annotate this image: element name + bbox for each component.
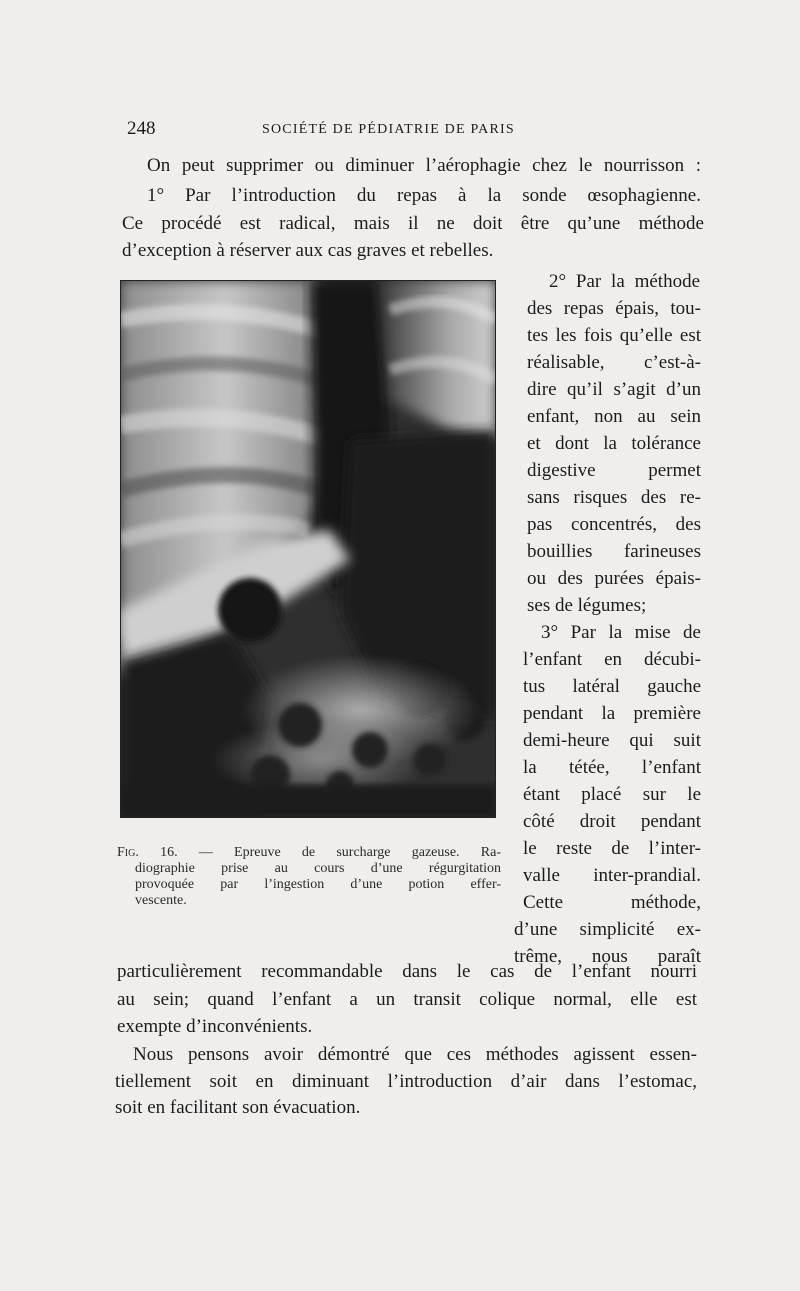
- body-line: Nous pensons avoir démontré que ces méthodes agissent essen-: [133, 1044, 697, 1065]
- body-line: bouillies farineuses: [527, 541, 701, 562]
- body-line: et dont la tolérance: [527, 433, 701, 454]
- caption-continuation: [117, 861, 501, 909]
- body-line: tiellement soit en diminuant l’introduction d’air dans l’estomac,: [115, 1071, 697, 1092]
- caption-text: vescente.: [135, 893, 187, 908]
- body-line: ou des purées épais-: [527, 568, 701, 589]
- body-line: pendant la première: [523, 703, 701, 724]
- caption-text: diographie prise au cours d’une régurgitation: [135, 861, 501, 876]
- body-line: réalisable, c’est-à-: [527, 352, 701, 373]
- body-line: On peut supprimer ou diminuer l’aérophagie chez le nourrisson :: [147, 155, 701, 176]
- figure-caption: [117, 845, 501, 909]
- body-line: digestive permet: [527, 460, 701, 481]
- body-line: ses de légumes;: [527, 595, 647, 616]
- body-line: valle inter-prandial.: [523, 865, 701, 886]
- body-line: particulièrement recommandable dans le cas de l’enfant nourri: [117, 961, 697, 982]
- running-head: SOCIÉTÉ DE PÉDIATRIE DE PARIS: [262, 122, 515, 137]
- body-line: exempte d’inconvénients.: [117, 1016, 313, 1037]
- body-line: tes les fois qu’elle est: [527, 325, 701, 346]
- body-line: pas concentrés, des: [527, 514, 701, 535]
- caption-text: provoquée par l’ingestion d’une potion effer-: [135, 877, 501, 892]
- body-line: 3° Par la mise de: [541, 622, 701, 643]
- radiograph-image: [120, 280, 496, 818]
- body-line: des repas épais, tou-: [527, 298, 701, 319]
- caption-text: — Epreuve de surcharge gazeuse. Ra-: [198, 845, 501, 860]
- body-line: étant placé sur le: [523, 784, 701, 805]
- body-line: tus latéral gauche: [523, 676, 701, 697]
- body-line: demi-heure qui suit: [523, 730, 701, 751]
- body-line: au sein; quand l’enfant a un transit colique normal, elle est: [117, 989, 697, 1010]
- page-number: 248: [127, 118, 156, 139]
- body-line: côté droit pendant: [523, 811, 701, 832]
- body-line: trême, nous paraît: [514, 946, 701, 967]
- body-line: 2° Par la méthode: [549, 271, 700, 292]
- body-line: le reste de l’inter-: [523, 838, 701, 859]
- radiograph-figure: [120, 280, 496, 818]
- body-line: d’exception à réserver aux cas graves et rebelles.: [122, 240, 494, 261]
- body-line: 1° Par l’introduction du repas à la sonde œsophagienne.: [147, 185, 701, 206]
- page-header: [127, 118, 699, 144]
- body-line: sans risques des re-: [527, 487, 701, 508]
- caption-first-line: [117, 845, 501, 861]
- body-line: dire qu’il s’agit d’un: [527, 379, 701, 400]
- body-line: d’une simplicité ex-: [514, 919, 701, 940]
- body-line: enfant, non au sein: [527, 406, 701, 427]
- figure-label: Fig. 16.: [117, 845, 178, 860]
- body-line: la tétée, l’enfant: [523, 757, 701, 778]
- body-line: Cette méthode,: [523, 892, 701, 913]
- body-line: soit en facilitant son évacuation.: [115, 1097, 361, 1118]
- body-line: l’enfant en décubi-: [523, 649, 701, 670]
- body-line: Ce procédé est radical, mais il ne doit être qu’une méthode: [122, 213, 704, 234]
